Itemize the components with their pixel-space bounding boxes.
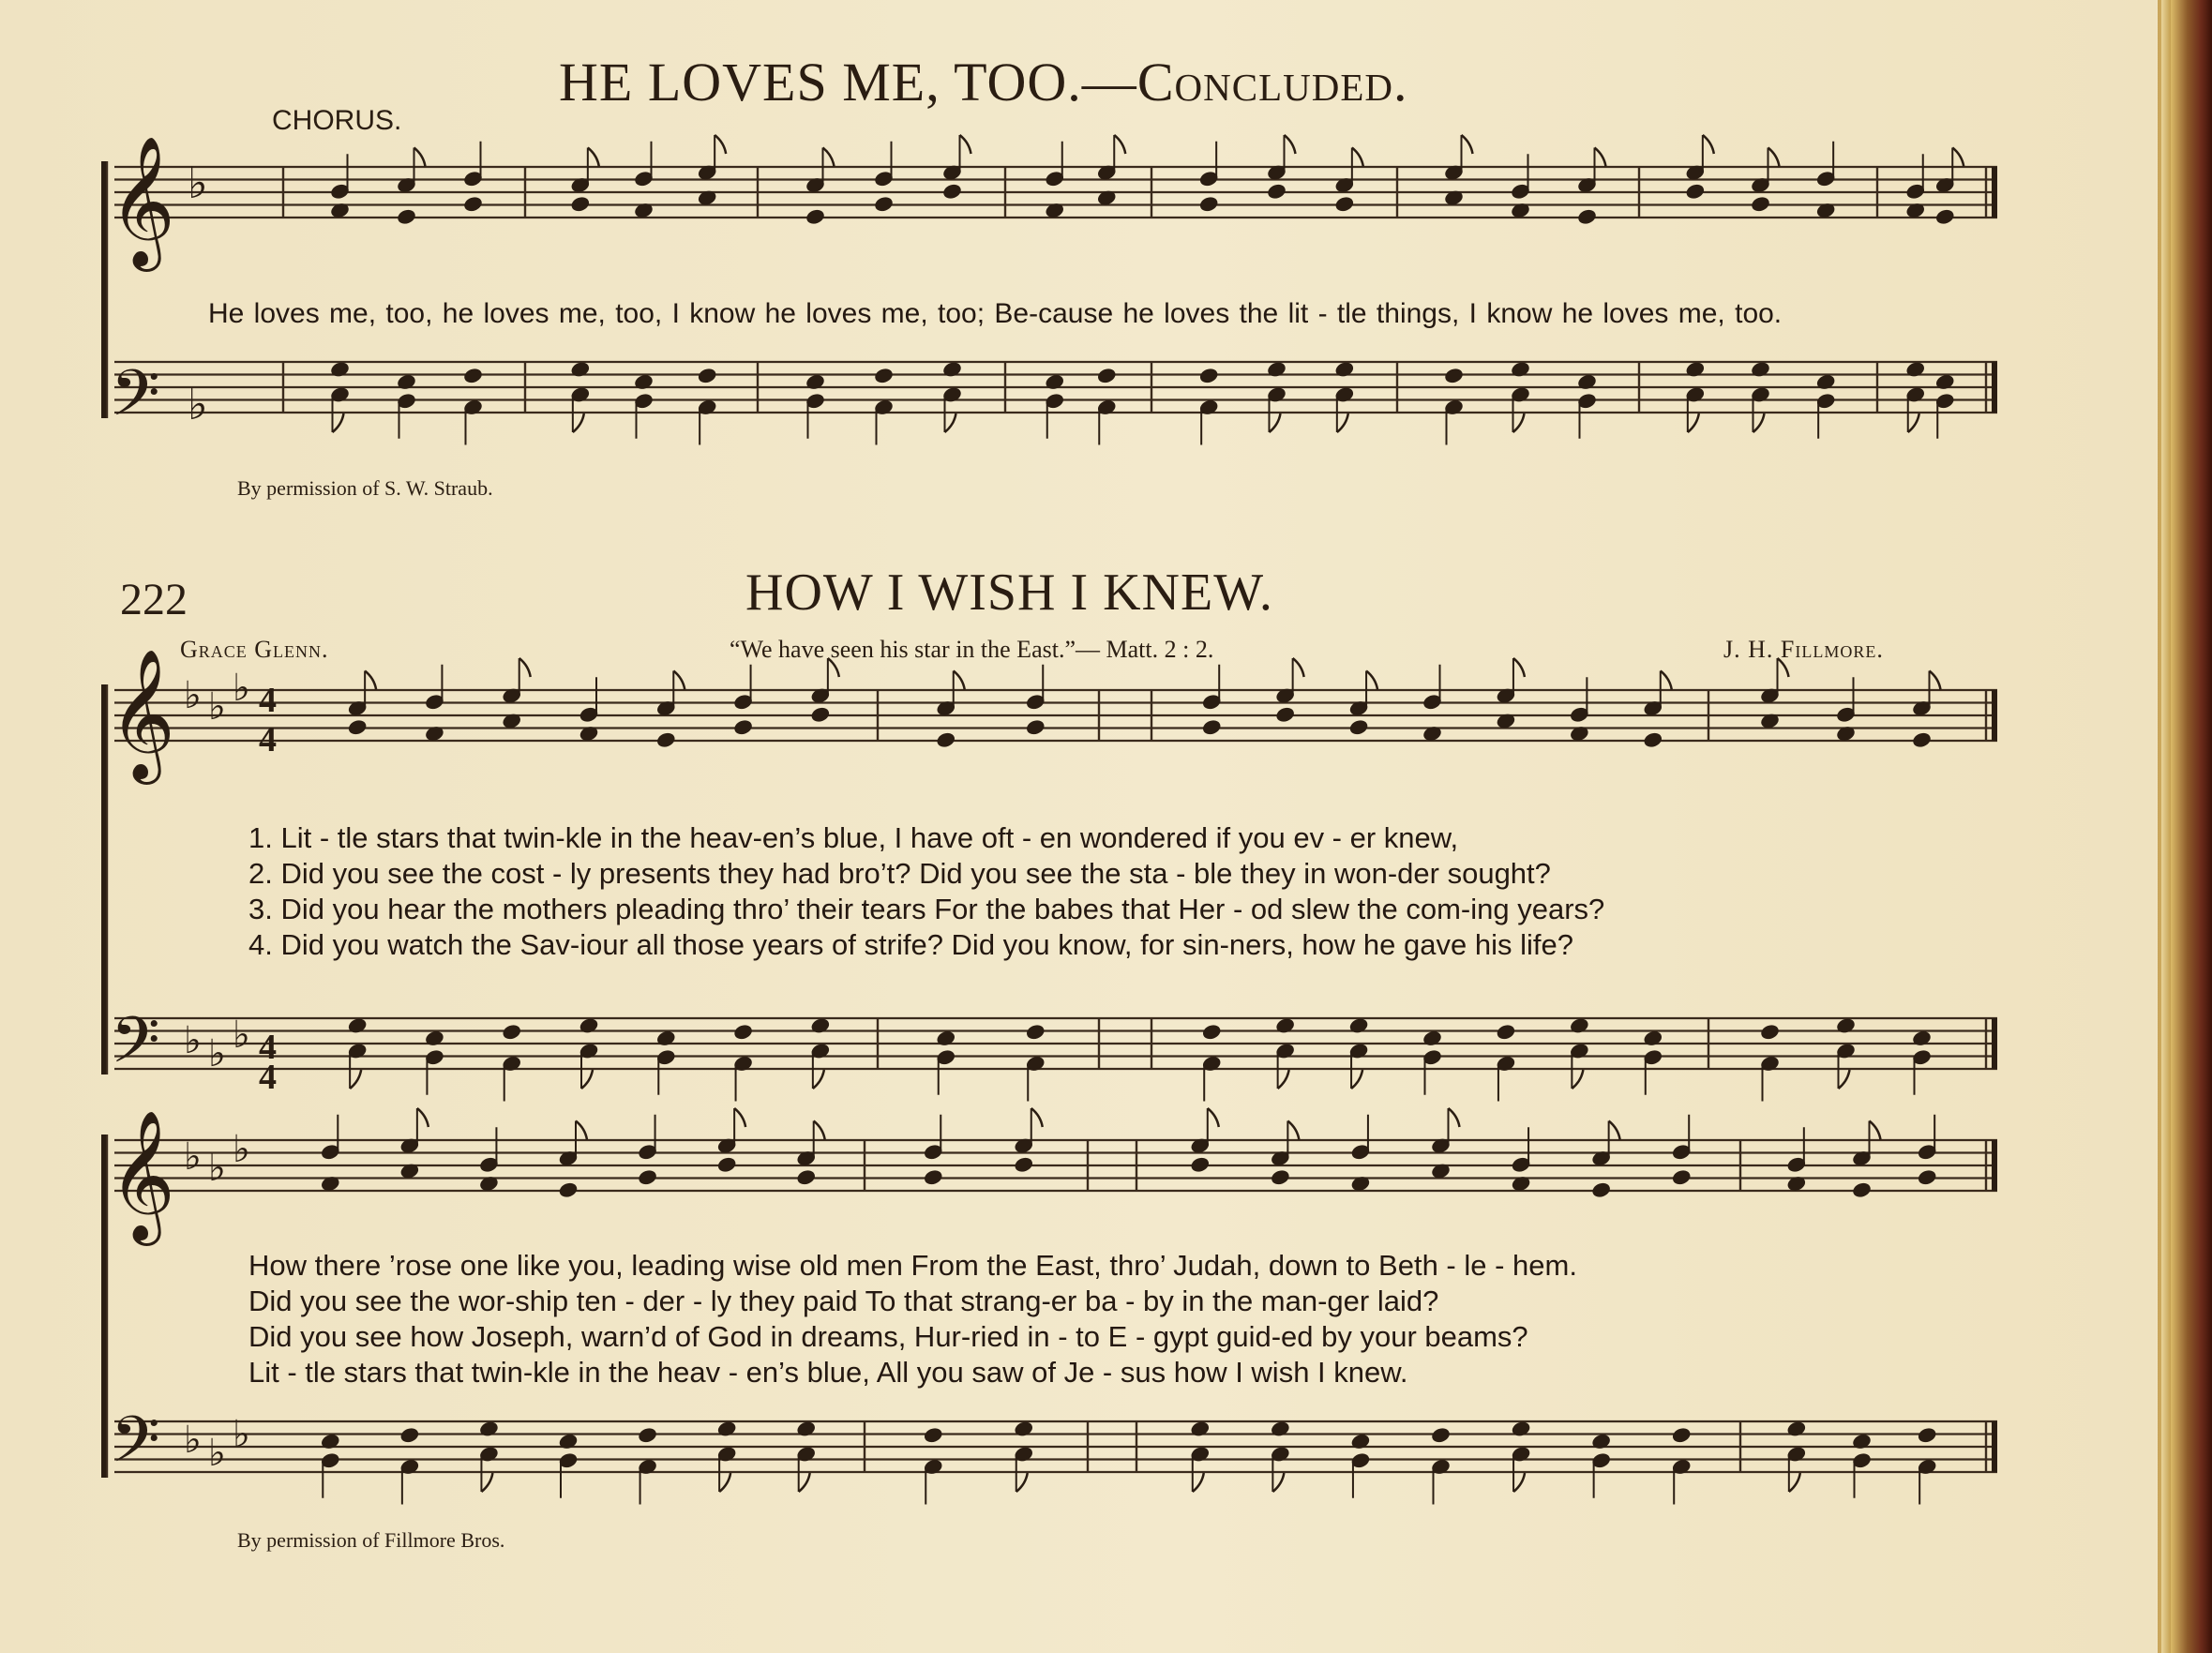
note-flag [1768,148,1780,167]
note-flag [823,148,835,167]
note-flag [1293,658,1304,677]
verse-line: Did you see how Joseph, warn’d of God in dreams, Hur-ried in - to E - gypt guid-ed by your beams? [248,1320,1528,1353]
note-flag [573,413,584,432]
note-flag [1595,148,1606,167]
note-head [397,208,416,225]
note-head [1935,208,1955,225]
flat-icon: ♭ [233,1014,250,1057]
system-bracket [101,684,106,1074]
final-bar-line [1992,1421,1997,1472]
note-flag [481,1473,492,1492]
note-flag [350,1070,361,1089]
song2-scripture: “We have seen his star in the East.”— Matt. 2 : 2. [730,636,1214,663]
note-flag [1278,1070,1289,1089]
bass-clef-icon: 𝄢 [111,1404,160,1493]
note-head [1751,196,1770,213]
note-head [1917,1169,1936,1186]
system-bracket [101,1135,106,1478]
treble-clef-icon: 𝄞 [109,1110,175,1240]
note-head [1334,196,1354,213]
note-flag [715,135,726,154]
note-head [1496,1024,1515,1041]
note-flag [1688,413,1699,432]
verse-line: Lit - tle stars that twin-kle in the heav - en’s blue, All you saw of Je - sus how I wish I knew. [248,1356,1408,1389]
verse-line: 4. Did you watch the Sav-iour all those years of strife? Did you know, for sin-ners, how he gave his life? [248,928,1573,961]
note-flag [1703,135,1714,154]
note-flag [1193,1473,1204,1492]
note-head [810,706,830,723]
note-head [1643,731,1663,748]
note-flag [673,671,685,690]
note-head [874,368,894,384]
verse-line: 3. Did you hear the mothers pleading thro’ their tears For the babes that Her - od slew the com-ing years? [248,893,1605,925]
song2-title: HOW I WISH I KNEW. [745,564,1273,622]
note-head [463,196,483,213]
verse-line: 2. Did you see the cost - ly presents they had bro’t? Did you see the sta - ble they in won-der sought? [248,857,1551,890]
note-head [1591,1181,1611,1198]
note-flag [1114,135,1125,154]
final-bar-line [1992,690,1997,741]
note-flag [960,135,971,154]
song1-chorus-lyric: He loves me, too, he loves me, too, I know he loves me, too; Be-cause he loves the lit - tle things, I know he loves me, too. [208,298,1783,329]
flat-icon: ♭ [233,1413,250,1456]
note-head [1198,368,1218,384]
note-flag [1337,413,1348,432]
note-flag [719,1473,730,1492]
chorus-label: CHORUS. [272,105,402,136]
note-flag [734,1108,745,1127]
note-head [1760,1024,1780,1041]
note-head [697,368,716,384]
note-head [638,1169,657,1186]
note-head [1672,1427,1692,1444]
note-head [1912,731,1932,748]
note-flag [1870,1121,1881,1140]
treble-clef-icon: 𝄞 [109,136,175,266]
note-flag [576,1121,587,1140]
note-flag [1351,1070,1362,1089]
note-head [1917,1427,1936,1444]
song2-composer: J. H. Fillmore. [1723,636,1884,663]
note-head [1685,183,1705,200]
note-head [924,1427,943,1444]
note-flag [1366,671,1377,690]
note-flag [1952,148,1964,167]
note-head [936,731,956,748]
note-flag [813,1070,824,1089]
song1-title: HE LOVES ME, TOO.—Concluded. [559,52,1408,113]
note-flag [519,658,531,677]
note-flag [1208,1108,1219,1127]
verse-line: Did you see the wor-ship ten - der - ly they paid To that strang-er ba - by in the man-ger laid? [248,1285,1439,1317]
note-head [1026,719,1046,736]
note-head [463,368,483,384]
time-signature-bottom: 4 [259,1058,277,1097]
time-signature-top: 4 [259,1028,277,1067]
book-binding [2158,0,2212,1653]
final-bar-line [1992,1018,1997,1069]
note-head [733,719,753,736]
note-head [1014,1156,1033,1173]
note-flag [1449,1108,1460,1127]
note-flag [588,148,599,167]
final-bar-line [1992,1140,1997,1191]
hymn-number: 222 [120,575,188,624]
song2-permission: By permission of Fillmore Bros. [237,1528,505,1552]
note-flag [414,148,426,167]
note-flag [365,671,376,690]
flat-icon: ♭ [188,158,208,208]
time-signature-top: 4 [259,681,277,720]
note-head [1275,706,1295,723]
note-head [805,208,825,225]
note-head [656,731,676,748]
note-flag [333,413,344,432]
song2-author: Grace Glenn. [180,636,329,663]
flat-icon: ♭ [208,1432,226,1475]
note-head [924,1169,943,1186]
note-head [942,183,962,200]
note-flag [1908,413,1919,432]
note-head [796,1169,816,1186]
note-head [1672,1169,1692,1186]
verse-line: 1. Lit - tle stars that twin-kle in the heav-en’s blue, I have oft - en wondered if you ev - er knew, [248,821,1459,854]
flat-icon: ♭ [184,1135,202,1179]
note-head [1577,208,1597,225]
note-head [502,1024,521,1041]
note-head [347,719,367,736]
flat-icon: ♭ [208,685,226,729]
note-flag [799,1473,810,1492]
note-flag [1270,413,1281,432]
system-bracket [101,161,106,418]
note-flag [1789,1473,1800,1492]
song1-permission: By permission of S. W. Straub. [237,476,493,500]
flat-icon: ♭ [184,674,202,717]
bass-clef-icon: 𝄢 [111,357,160,446]
note-flag [1272,1473,1284,1492]
flat-icon: ♭ [208,1032,226,1075]
final-bar-line [1992,167,1997,218]
flat-icon: ♭ [233,667,250,710]
note-flag [1930,671,1941,690]
note-flag [1661,671,1672,690]
note-head [1026,1024,1046,1041]
note-flag [1287,1121,1299,1140]
note-head [733,1024,753,1041]
flat-icon: ♭ [184,1019,202,1062]
note-head [1348,719,1368,736]
note-head [874,196,894,213]
treble-clef-icon: 𝄞 [109,649,175,779]
note-flag [945,413,956,432]
song1-title-concluded: Concluded. [1136,52,1408,113]
note-head [638,1427,657,1444]
note-flag [417,1108,429,1127]
note-flag [1285,135,1296,154]
note-head [1271,1169,1290,1186]
note-flag [954,671,965,690]
note-head [399,1427,419,1444]
note-flag [1513,658,1525,677]
note-flag [1572,1070,1583,1089]
note-head [1431,1427,1451,1444]
flat-icon: ♭ [184,1419,202,1462]
final-bar-line [1992,362,1997,413]
note-head [1190,1156,1210,1173]
note-head [570,196,590,213]
note-flag [1839,1070,1850,1089]
verse-line: How there ’rose one like you, leading wise old men From the East, thro’ Judah, down to Beth - le - hem. [248,1249,1577,1282]
flat-icon: ♭ [208,1147,226,1190]
bass-clef-icon: 𝄢 [111,1004,160,1093]
note-head [1444,368,1464,384]
note-flag [1753,413,1765,432]
note-head [1202,719,1222,736]
note-flag [1352,148,1363,167]
note-head [1198,196,1218,213]
note-head [716,1156,736,1173]
note-head [1267,183,1287,200]
time-signature-bottom: 4 [259,720,277,759]
note-head [1202,1024,1222,1041]
note-head [1852,1181,1872,1198]
note-head [1097,368,1117,384]
note-flag [1513,413,1525,432]
note-flag [581,1070,593,1089]
note-flag [1609,1121,1620,1140]
note-head [558,1181,578,1198]
note-flag [1031,1108,1043,1127]
note-flag [814,1121,825,1140]
note-flag [1016,1473,1028,1492]
flat-icon: ♭ [188,379,208,429]
flat-icon: ♭ [233,1128,250,1171]
note-flag [1513,1473,1525,1492]
note-flag [1462,135,1473,154]
